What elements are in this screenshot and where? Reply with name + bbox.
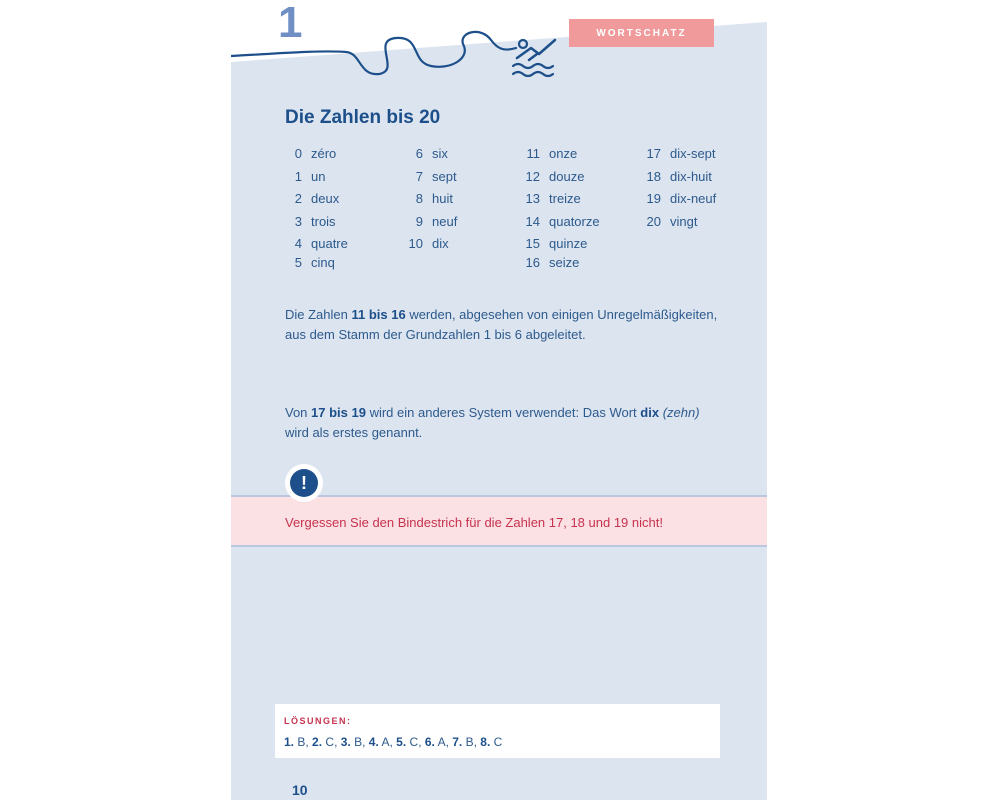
number-row: 0 zéro <box>294 146 337 161</box>
paragraph-17-to-19: Von 17 bis 19 wird ein anderes System verwendet: Das Wort dix (zehn) wird als erstes genannt. <box>285 405 700 440</box>
number-row: 11 onze <box>526 146 578 161</box>
number-row: 2 deux <box>294 191 340 207</box>
page-number: 10 <box>292 782 308 798</box>
number-row: 12 douze <box>525 168 585 184</box>
numbers-column-1 <box>285 146 348 278</box>
number-row: 8 huit <box>415 191 453 207</box>
number-row: 7 sept <box>415 168 457 184</box>
numbers-column-3 <box>525 146 600 278</box>
number-row: 6 six <box>415 146 448 161</box>
paragraph-11-to-16: Die Zahlen 11 bis 16 werden, abgesehen von einigen Unregelmäßigkeiten, aus dem Stamm der Grundzahlen 1 bis 6 abgeleitet. <box>285 307 718 342</box>
solutions-answers: 1. B, 2. C, 3. B, 4. A, 5. C, 6. A, 7. B, 8. C <box>284 735 503 749</box>
numbers-column-4 <box>646 146 716 236</box>
number-row: 3 trois <box>294 213 336 229</box>
number-row: 14 quatorze <box>525 213 600 229</box>
alert-text: Vergessen Sie den Bindestrich für die Zahlen 17, 18 und 19 nicht! <box>285 515 663 530</box>
number-row: 9 neuf <box>415 213 458 229</box>
number-row: 16 seize <box>525 255 580 271</box>
number-row: 19 dix-neuf <box>646 191 717 207</box>
number-row: 4 quatre <box>294 236 348 252</box>
number-row: 10 dix <box>408 236 449 252</box>
number-row: 15 quinze <box>525 236 588 252</box>
number-row: 18 dix-huit <box>646 168 712 184</box>
solutions-heading: LÖSUNGEN: <box>284 716 352 726</box>
number-row: 20 vingt <box>646 213 698 229</box>
solutions-box <box>275 704 720 758</box>
number-row: 17 dix-sept <box>646 146 716 161</box>
number-row: 13 treize <box>525 191 581 207</box>
numbers-column-2 <box>405 146 457 259</box>
chapter-number: 1 <box>278 0 303 47</box>
exclamation-icon: ! <box>285 464 323 502</box>
page-title: Die Zahlen bis 20 <box>285 107 441 128</box>
swimmer-icon <box>509 32 561 82</box>
section-tag-wortschatz: WORTSCHATZ <box>569 19 714 47</box>
number-row: 1 un <box>294 168 326 184</box>
number-row: 5 cinq <box>294 255 335 271</box>
